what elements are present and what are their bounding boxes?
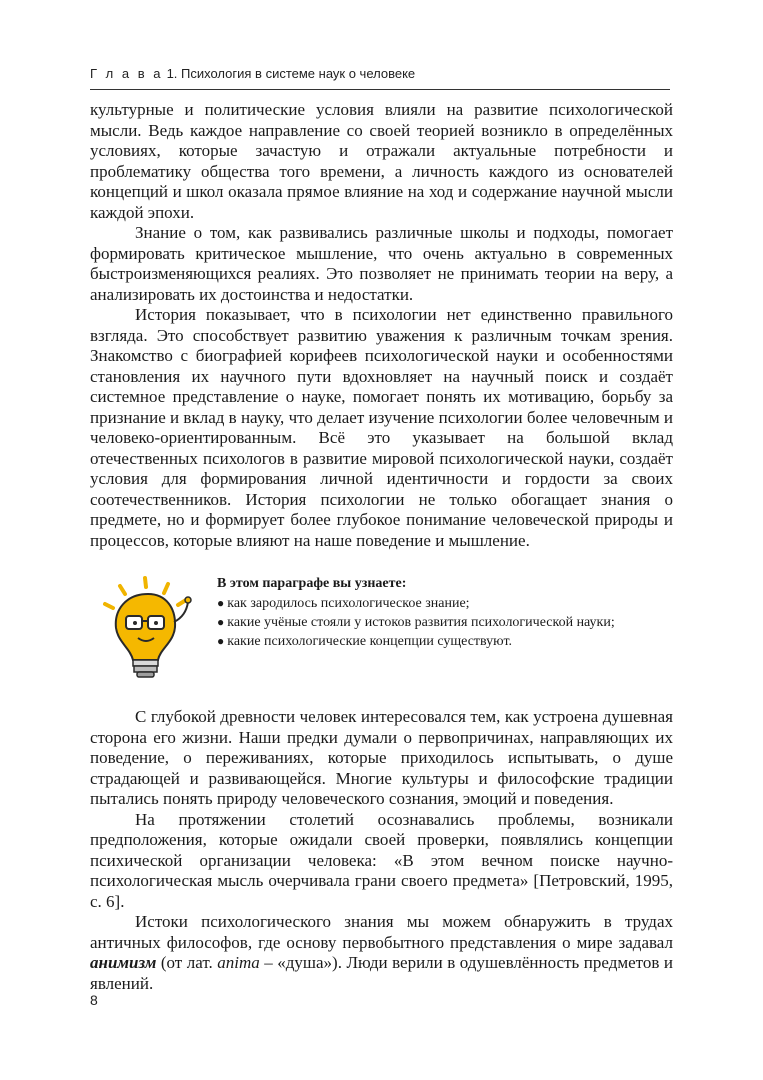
bullet-icon: ● <box>217 615 225 629</box>
bullet-icon: ● <box>217 596 225 610</box>
paragraph <box>90 912 673 994</box>
learning-goals-title: В этом параграфе вы узнаете: <box>217 576 407 591</box>
list-item-text: как зародилось психологическое знание; <box>227 596 470 611</box>
list-item-text: какие учёные стояли у истоков развития психологической науки; <box>227 615 615 630</box>
paragraph: культурные и политические условия влияли на развитие психологической мысли. Ведь каждое направление со своей теорией возникло в определённых условиях, которые зачастую и отражали актуальные потребности и проблематику общества того времени, а личность каждого из основателей концепций и школ оказала прямое влияние на ход и содержание научной мысли каждой эпохи. <box>90 100 673 222</box>
learning-goals-box <box>90 572 673 690</box>
lightbulb-with-glasses-icon <box>90 572 200 687</box>
text-block-top <box>90 100 673 551</box>
list-item <box>217 594 677 613</box>
learning-goals-list <box>217 594 677 651</box>
paragraph: С глубокой древности человек интересовался тем, как устроена душевная сторона его жизни. Наши предки думали о первопричинах, направляющих их поведение, о переживаниях, которые приходилось испытывать, о душе страдающей и развивающейся. Многие культуры и философские традиции пытались понять природу человеческого сознания, эмоций и поведения. <box>90 707 673 808</box>
latin-word: anima <box>217 953 260 972</box>
paragraph: История показывает, что в психологии нет единственно правильного взгляда. Это способствует развитию уважения к различным точкам зрения. Знакомство с биографией корифеев психологической науки и особенностями становления их научного пути вдохновляет на научный поиск и создаёт системное представление о науке, помогает понять их мотивацию, борьбу за признание и вклад в науку, что делает изучение психологии более человечным и человеко-ориентированным. Всё это указывает на большой вклад отечественных психологов в развитие мировой психологической науки, создаёт условия для формирования личной идентичности и гордости за своих соотечественников. История психологии не только обогащает знания о предмете, но и формирует более глубокое понимание человеческой природы и процессов, которые влияют на наше поведение и мышление. <box>90 305 673 550</box>
bullet-icon: ● <box>217 634 225 648</box>
list-item <box>217 632 677 651</box>
running-header <box>90 66 670 90</box>
header-chapter-label: Г л а в а <box>90 66 163 81</box>
key-term: анимизм <box>90 953 157 972</box>
text-run: – «душа»). Люди верили в одушевлённость предметов и явлений. <box>90 953 673 993</box>
header-chapter-title: 1. Психология в системе наук о человеке <box>166 66 416 81</box>
text-run: (от лат. <box>156 953 218 972</box>
text-block-bottom <box>90 707 673 994</box>
learning-goals-text <box>217 574 677 651</box>
page-number: 8 <box>90 992 98 1008</box>
text-run: Истоки психологического знания мы можем обнаружить в трудах античных философов, где основу первобытного представления о мире задавал <box>90 912 673 952</box>
paragraph: Знание о том, как развивались различные школы и подходы, помогает формировать критическое мышление, что очень актуально в современных быстроизменяющихся реалиях. Это позволяет не принимать теории на веру, а анализировать их достоинства и недостатки. <box>90 223 673 304</box>
list-item-text: какие психологические концепции существуют. <box>227 634 513 649</box>
list-item <box>217 613 677 632</box>
paragraph: На протяжении столетий осознавались проблемы, возникали предположения, которые ожидали своей проверки, появлялись концепции психической организации человека: «В этом вечном поиске научно-психологическая мысль очерчивала грани своего предмета» [Петровский, 1995, с. 6]. <box>90 809 673 911</box>
